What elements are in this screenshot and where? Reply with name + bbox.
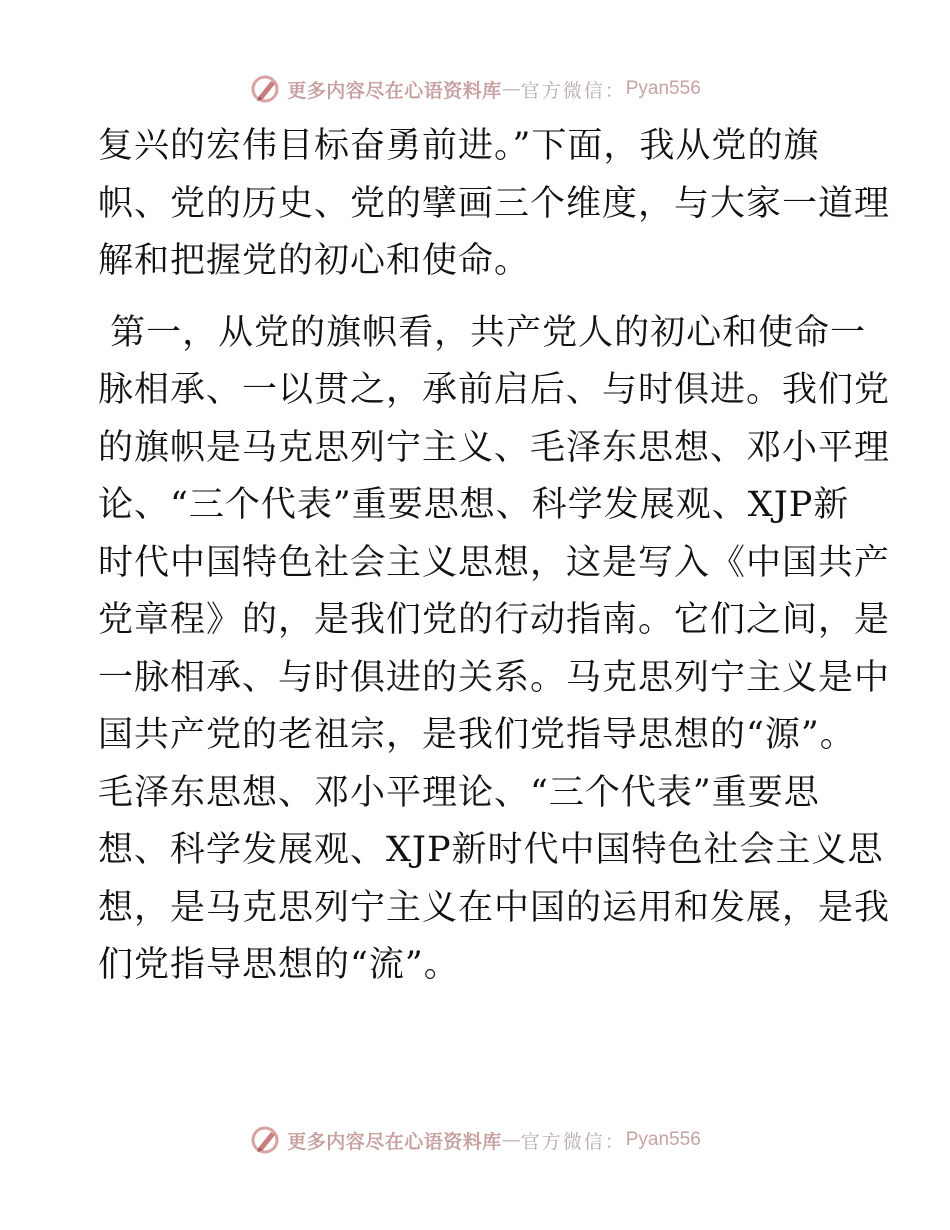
text-line: 毛泽东思想、邓小平理论、“三个代表”重要思 (98, 772, 820, 813)
text-line: 论、“三个代表”重要思想、科学发展观、XJP新 (98, 485, 850, 525)
document-body (98, 118, 891, 995)
text-line: 第一，从党的旗帜看，共产党人的初心和使命一 (98, 312, 867, 353)
pen-logo-icon (249, 72, 283, 106)
text-line: 复兴的宏伟目标奋勇前进。”下面，我从党的旗 (98, 126, 820, 166)
text-line: 时代中国特色社会主义思想，这是写入《中国共产 (98, 542, 891, 583)
watermark-wechat-label: 官方微信： (520, 79, 626, 102)
footer-watermark (0, 1123, 950, 1157)
text-line: 一脉相承、与时俱进的关系。马克思列宁主义是中 (98, 657, 891, 698)
text-line: 脉相承、一以贯之，承前启后、与时俱进。我们党 (98, 370, 891, 410)
paragraph-1 (98, 118, 891, 291)
watermark-separator: — (501, 78, 521, 100)
text-line: 国共产党的老祖宗，是我们党指导思想的“源”。 (98, 715, 856, 755)
text-line: 的旗帜是马克思列宁主义、毛泽东思想、邓小平理 (98, 427, 891, 468)
watermark-main-text: 更多内容尽在心语资料库 (287, 79, 502, 102)
text-line: 想、科学发展观、XJP新时代中国特色社会主义思 (98, 830, 884, 870)
text-line: 党章程》的，是我们党的行动指南。它们之间，是 (98, 600, 891, 640)
text-line: 想，是马克思列宁主义在中国的运用和发展，是我 (98, 887, 891, 928)
paragraph-2 (98, 305, 891, 995)
header-watermark (0, 72, 950, 106)
pen-logo-icon (249, 1123, 283, 1157)
watermark-wechat-id: Pyan556 (625, 1129, 701, 1150)
text-line: 解和把握党的初心和使命。 (98, 241, 531, 281)
watermark-wechat-id: Pyan556 (625, 78, 701, 99)
text-line: 帜、党的历史、党的擘画三个维度，与大家一道理 (98, 183, 891, 224)
watermark-main-text: 更多内容尽在心语资料库 (287, 1130, 502, 1153)
watermark-wechat-label: 官方微信： (520, 1130, 626, 1153)
watermark-separator: — (501, 1129, 521, 1151)
text-line: 们党指导思想的“流”。 (98, 945, 460, 985)
